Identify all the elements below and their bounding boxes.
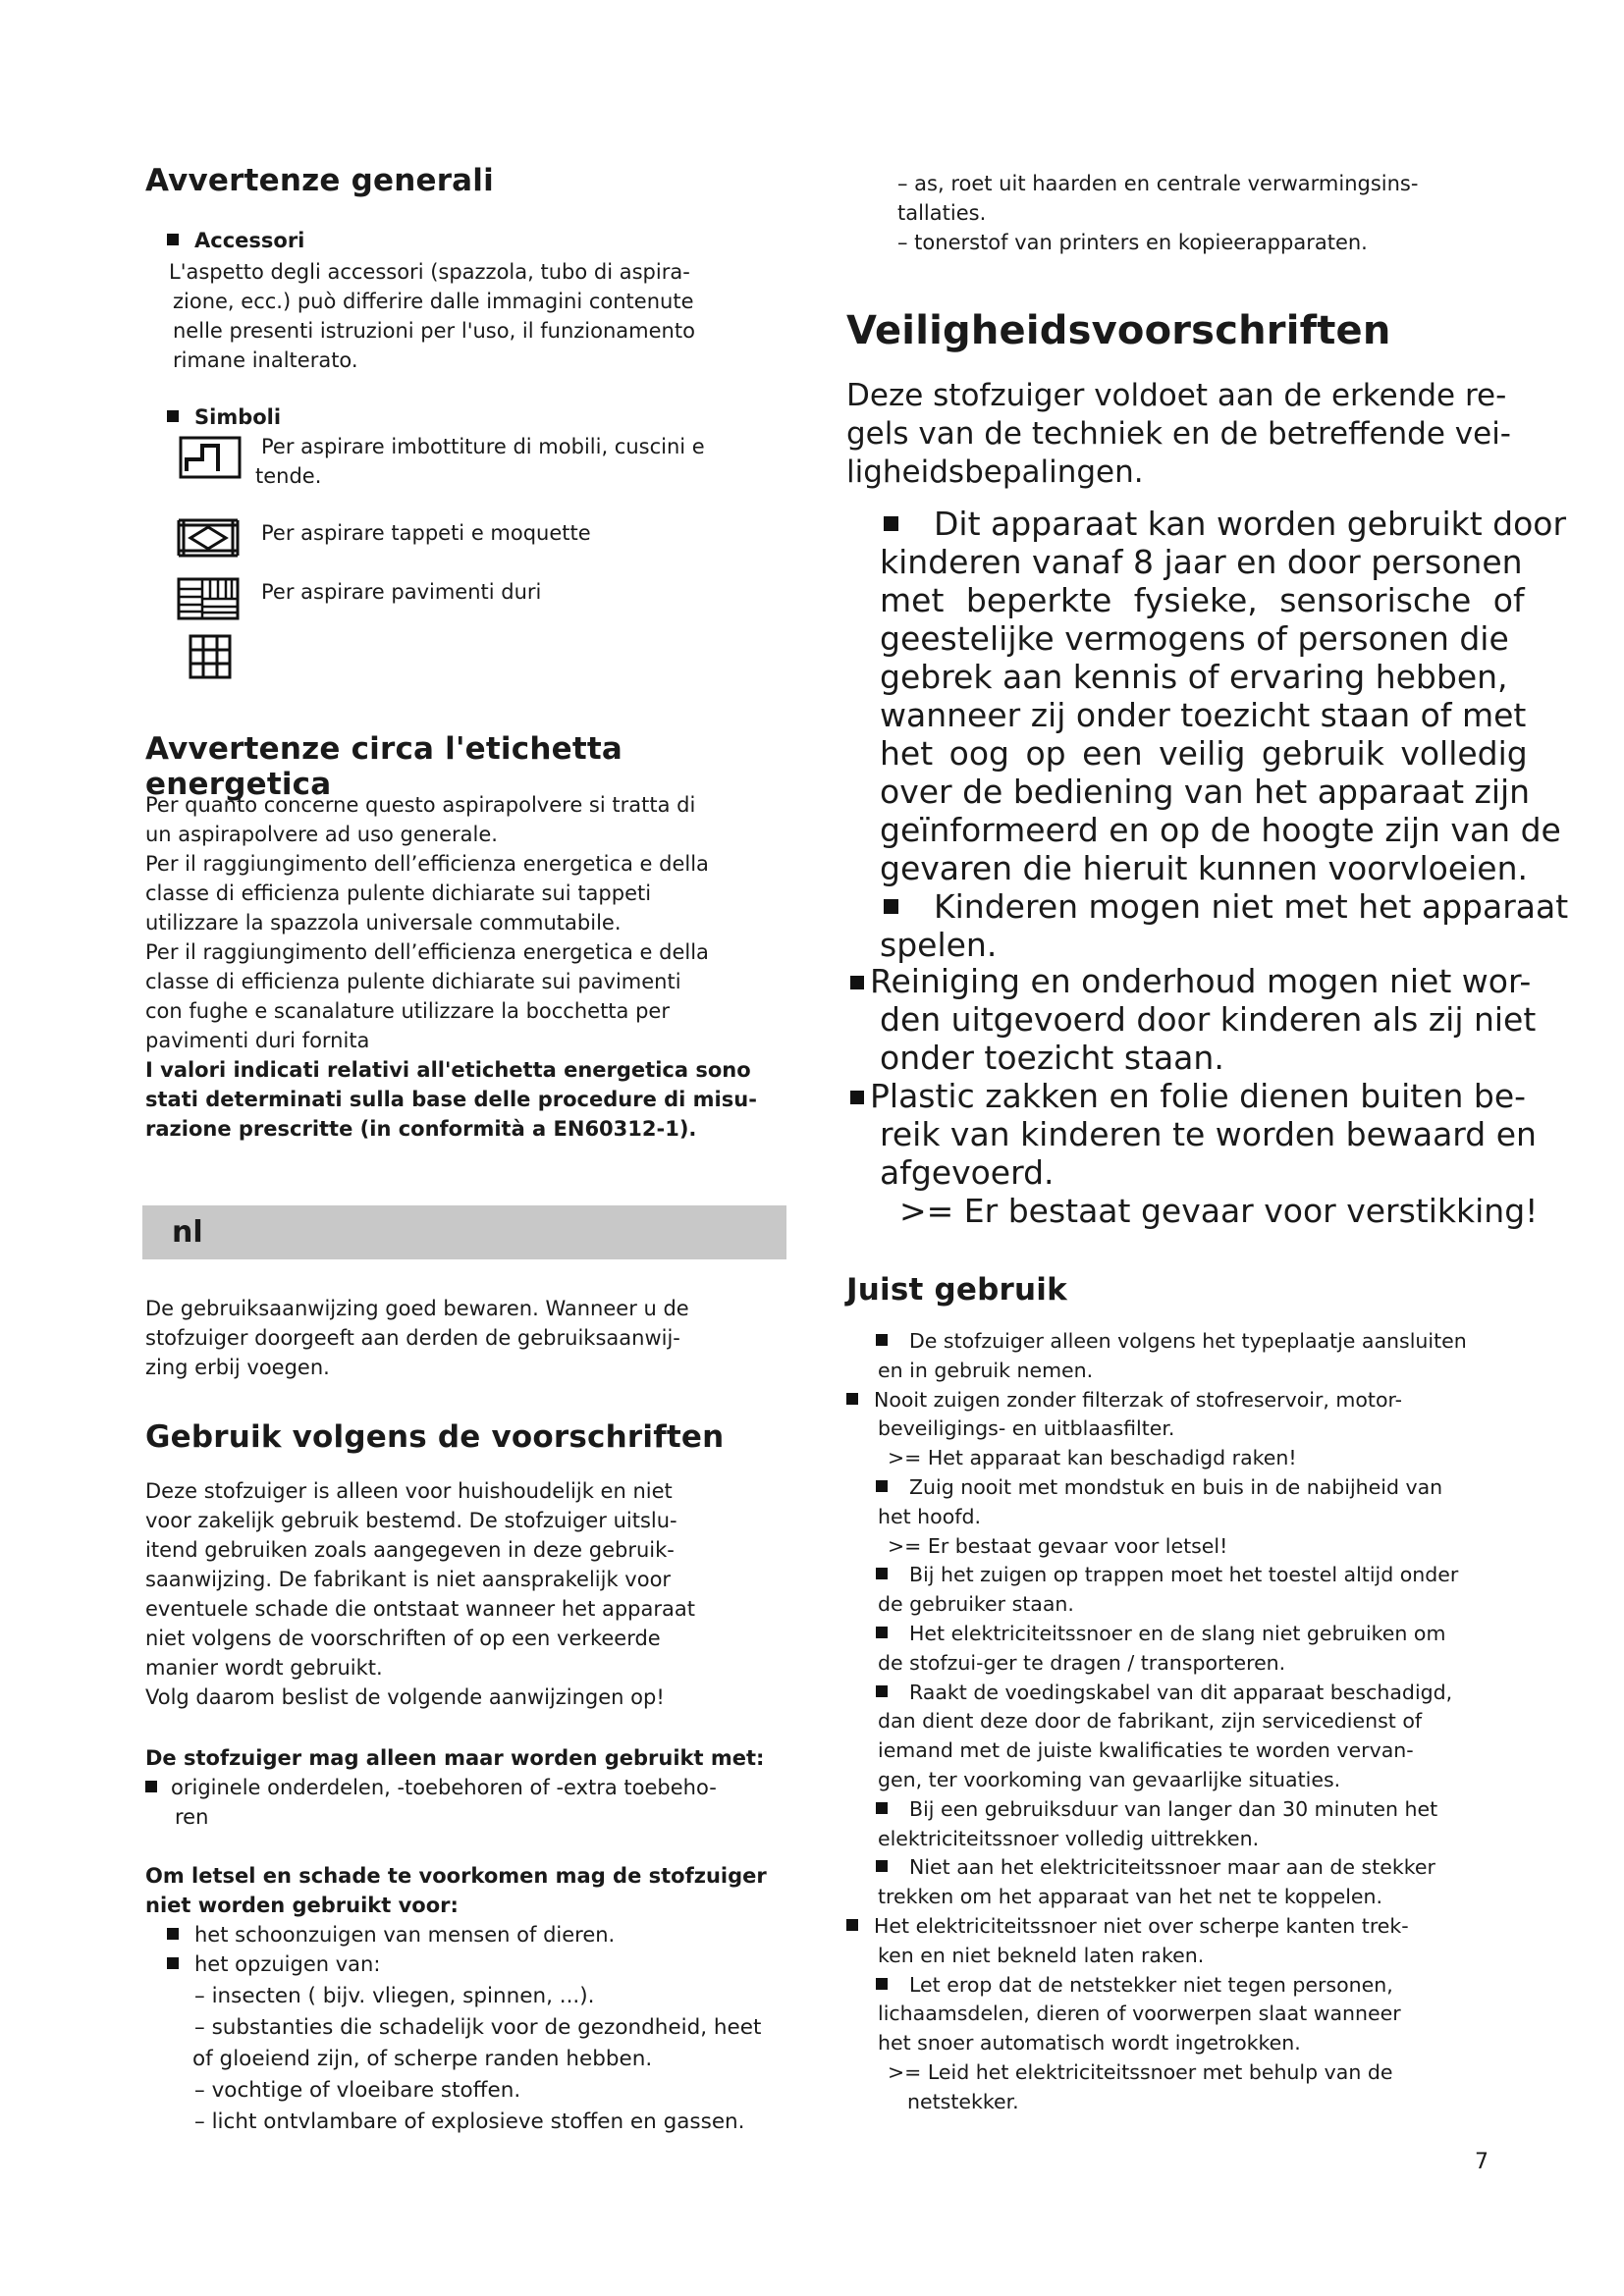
juist-line: het hoofd. <box>878 1504 981 1528</box>
bullet-square-icon <box>876 1802 888 1814</box>
bullet-square-icon <box>876 1334 888 1346</box>
bullet-square-icon <box>876 1627 888 1638</box>
tile-grid-icon <box>189 634 232 679</box>
accessori-text: L'aspetto degli accessori (spazzola, tubo di aspira- zione, ecc.) può differire dalle immagini contenute nelle presenti istruzioni per l'uso, il funzionamento rimane inalterato. <box>169 260 695 372</box>
veilig-item-1: Dit apparaat kan worden gebruikt door kinderen vanaf 8 jaar en door personen met beperkte fysieke, sensorische of geestelijke vermogens of personen die gebrek aan kennis of ervaring hebben, wanneer zij onder toezicht staan of met het oog op een veilig gebruik volledig over de bediening van het apparaat zijn geïnformeerd en op de hoogte zijn van de gevaren die hieruit kunnen voorvloeien. Kinderen mogen niet met het apparaat spelen. <box>880 505 1569 964</box>
bullet-square-icon <box>884 516 898 531</box>
juist-line: en in gebruik nemen. <box>878 1358 1094 1382</box>
letsel-sublist: – insecten ( bijv. vliegen, spinnen, ...). – substanties die schadelijk voor de gezondheid, heet of gloeiend zijn, of scherpe randen hebben. – vochtige of vloeibare stoffen. – licht ontvlambare of explosieve stoffen en gassen. <box>192 1984 762 2134</box>
juist-line: iemand met de juiste kwalificaties te worden vervan- <box>878 1738 1414 1763</box>
heading-juist-gebruik: Juist gebruik <box>846 1272 1067 1308</box>
juist-line: Raakt de voedingskabel van dit apparaat beschadigd, <box>846 1679 1573 1708</box>
symbol-carpet-text: Per aspirare tappeti e moquette <box>261 521 591 545</box>
juist-gebruik-list <box>846 1327 1573 2117</box>
bullet-square-icon <box>884 899 898 914</box>
mag-alleen-heading: De stofzuiger mag alleen maar worden gebruikt met: <box>145 1746 765 1770</box>
veilig-intro: Deze stofzuiger voldoet aan de erkende re- gels van de techniek en de betreffende vei- ligheidsbepalingen. <box>846 378 1511 490</box>
juist-line: netstekker. <box>907 2089 1019 2113</box>
bullet-square-icon <box>850 976 864 989</box>
juist-line: gen, ter voorkoming van gevaarlijke situaties. <box>878 1767 1341 1791</box>
juist-line: het snoer automatisch wordt ingetrokken. <box>878 2031 1301 2056</box>
top-list: – as, roet uit haarden en centrale verwarmingsins- tallaties. – tonerstof van printers en kopieerapparaten. <box>897 172 1419 254</box>
juist-line: beveiligings- en uitblaasfilter. <box>878 1416 1175 1441</box>
simboli-title: Simboli <box>167 402 281 432</box>
bullet-square-icon <box>876 1480 888 1492</box>
juist-line: Zuig nooit met mondstuk en buis in de nabijheid van <box>846 1473 1573 1503</box>
symbol-hard-floor-text: Per aspirare pavimenti duri <box>261 580 542 604</box>
juist-line: >= Er bestaat gevaar voor letsel! <box>888 1533 1228 1558</box>
veilig-item-3: Reiniging en onderhoud mogen niet wor- den uitgevoerd door kinderen als zij niet onder toezicht staan. Plastic zakken en folie dienen buiten be- reik van kinderen te worden bewaard en afgevoerd. >= Er bestaat gevaar voor verstikking! <box>850 962 1573 1230</box>
juist-line: ken en niet bekneld laten raken. <box>878 1943 1205 1967</box>
juist-line: >= Het apparaat kan beschadigd raken! <box>888 1446 1297 1470</box>
juist-line: >= Leid het elektriciteitssnoer met behulp van de <box>888 2059 1393 2084</box>
bullet-square-icon <box>876 1860 888 1872</box>
juist-line: Let erop dat de netstekker niet tegen personen, <box>846 1971 1573 2001</box>
bullet-square-icon <box>850 1091 864 1104</box>
bullet-square-icon <box>876 1568 888 1579</box>
juist-line: elektriciteitssnoer volledig uittrekken. <box>878 1826 1260 1850</box>
symbol-upholstery-text: Per aspirare imbottiture di mobili, cuscini e tende. <box>255 435 705 488</box>
heading-gebruik-voorschriften: Gebruik volgens de voorschriften <box>145 1419 725 1455</box>
juist-line: Het elektriciteitssnoer en de slang niet gebruiken om <box>846 1620 1573 1649</box>
juist-line: lichaamsdelen, dieren of voorwerpen slaat wanneer <box>878 2002 1401 2026</box>
heading-etichetta-energetica: Avvertenze circa l'etichetta energetica <box>145 731 623 802</box>
juist-line: Nooit zuigen zonder filterzak of stofreservoir, motor- <box>846 1386 1573 1415</box>
letsel-heading: Om letsel en schade te voorkomen mag de stofzuiger niet worden gebruikt voor: <box>145 1864 767 1917</box>
heading-avvertenze-generali: Avvertenze generali <box>145 163 494 198</box>
bullet-square-icon <box>167 1957 179 1969</box>
juist-line: De stofzuiger alleen volgens het typeplaatje aansluiten <box>846 1327 1573 1357</box>
bullet-square-icon <box>846 1393 858 1405</box>
upholstery-icon <box>179 436 242 479</box>
gebruik-text: Deze stofzuiger is alleen voor huishoudelijk en niet voor zakelijk gebruik bestemd. De stofzuiger uitslu- itend gebruiken zoals aangegeven in deze gebruik- saanwijzing. De fabrikant is niet aansprakelijk voor eventuele schade die ontstaat wanneer het apparaat niet volgens de voorschriften of op een verkeerde manier wordt gebruikt. Volg daarom beslist de volgende aanwijzingen op! <box>145 1479 695 1709</box>
language-band-nl: nl <box>142 1205 786 1259</box>
bullet-square-icon <box>846 1919 858 1931</box>
juist-line: Het elektriciteitssnoer niet over scherpe kanten trek- <box>846 1912 1573 1942</box>
letsel-items: het schoonzuigen van mensen of dieren. het opzuigen van: <box>167 1920 795 1979</box>
bullet-square-icon <box>167 234 179 245</box>
bullet-square-icon <box>167 1928 179 1940</box>
juist-line: de gebruiker staan. <box>878 1592 1074 1617</box>
verstikking-warning: >= Er bestaat gevaar voor verstikking! <box>899 1192 1539 1230</box>
bullet-square-icon <box>145 1781 157 1792</box>
juist-line: Bij een gebruiksduur van langer dan 30 minuten het <box>846 1795 1573 1825</box>
juist-line: Bij het zuigen op trappen moet het toestel altijd onder <box>846 1561 1573 1590</box>
bullet-square-icon <box>876 1978 888 1990</box>
page-number: 7 <box>1475 2150 1489 2174</box>
juist-line: Niet aan het elektriciteitssnoer maar aan de stekker <box>846 1853 1573 1883</box>
juist-line: dan dient deze door de fabrikant, zijn servicedienst of <box>878 1709 1423 1734</box>
accessori-title: Accessori <box>167 226 304 255</box>
bewaren-text: De gebruiksaanwijzing goed bewaren. Wanneer u de stofzuiger doorgeeft aan derden de gebruiksaanwij- zing erbij voegen. <box>145 1297 689 1379</box>
hard-floor-icon <box>177 577 240 620</box>
carpet-icon <box>177 518 240 558</box>
mag-alleen-item: originele onderdelen, -toebehoren of -extra toebeho- ren <box>145 1773 793 1832</box>
energy-text: Per quanto concerne questo aspirapolvere si tratta di un aspirapolvere ad uso generale. Per il raggiungimento dell’efficienza energetica e della classe di efficienza pulente dichiarate sui tappeti utilizzare la spazzola universale commutabile. Per il raggiungimento dell’efficienza energetica e della classe di efficienza pulente dichiarate sui pavimenti con fughe e scanalature utilizzare la bocchetta per pavimenti duri fornita I valori indicati relativi all'etichetta energetica sono stati determinati sulla base delle procedure di misu- razione prescritte (in conformità a EN60312-1). <box>145 793 757 1141</box>
juist-line: de stofzui-ger te dragen / transporteren. <box>878 1650 1286 1675</box>
bullet-square-icon <box>876 1685 888 1697</box>
bullet-square-icon <box>167 410 179 422</box>
heading-veiligheidsvoorschriften: Veiligheidsvoorschriften <box>846 308 1391 353</box>
juist-line: trekken om het apparaat van het net te koppelen. <box>878 1885 1383 1909</box>
